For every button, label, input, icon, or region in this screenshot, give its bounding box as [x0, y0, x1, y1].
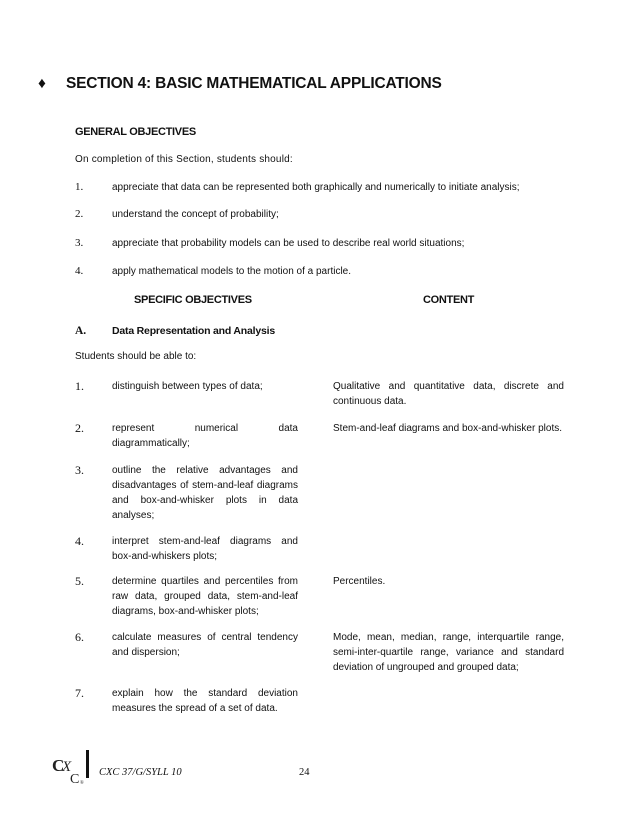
objective-text: distinguish between types of data; [112, 381, 263, 392]
footer-syllabus-code: CXC 37/G/SYLL 10 [99, 767, 182, 778]
objective-text: interpret stem-and-leaf diagrams and box-and-whiskers plots; [112, 536, 298, 562]
objective-text: calculate measures of central tendency and dispersion; [112, 632, 298, 658]
general-item-number: 2. [75, 208, 84, 220]
objective-content: Qualitative and quantitative data, discrete and continuous data. [333, 381, 564, 407]
objective-number: 4. [75, 534, 84, 548]
general-objectives-intro: On completion of this Section, students should: [75, 154, 293, 165]
objective-content: Percentiles. [333, 576, 386, 587]
objective-text: determine quartiles and percentiles from raw data, grouped data, stem-and-leaf diagrams, box-and-whisker plots; [112, 576, 298, 617]
section-title-text: SECTION 4: BASIC MATHEMATICAL APPLICATIONS [66, 75, 442, 92]
part-a-letter: A. [75, 325, 87, 337]
diamond-bullet-icon: ♦ [38, 75, 46, 92]
objective-number: 5. [75, 574, 84, 588]
objective-text: explain how the standard deviation measures the spread of a set of data. [112, 688, 298, 714]
objective-content: Mode, mean, median, range, interquartile range, semi-inter-quartile range, variance and standard deviation of ungrouped and grouped data; [333, 632, 564, 673]
objective-number: 3. [75, 463, 84, 477]
general-objectives-heading: GENERAL OBJECTIVES [75, 126, 196, 138]
section-title [38, 75, 442, 93]
specific-objectives-header: SPECIFIC OBJECTIVES [134, 294, 252, 306]
objective-text: represent numerical data diagrammatically; [112, 423, 298, 449]
general-item-number: 3. [75, 237, 84, 249]
general-item-text: appreciate that data can be represented both graphically and numerically to initiate analysis; [112, 182, 520, 193]
svg-text:®: ® [80, 781, 84, 786]
objective-content: Stem-and-leaf diagrams and box-and-whisker plots. [333, 423, 562, 434]
content-header: CONTENT [423, 294, 475, 306]
page-number: 24 [299, 767, 310, 778]
general-item-text: appreciate that probability models can be used to describe real world situations; [112, 238, 465, 249]
objective-number: 1. [75, 379, 84, 393]
svg-text:C: C [70, 772, 80, 786]
cxc-logo-icon [50, 752, 86, 786]
objective-text: outline the relative advantages and disadvantages of stem-and-leaf diagrams and box-and-whisker plots in data analyses; [112, 465, 298, 521]
svg-text:X: X [62, 759, 72, 775]
objective-number: 2. [75, 421, 84, 435]
objective-number: 7. [75, 686, 84, 700]
general-item-number: 1. [75, 181, 84, 193]
students-intro: Students should be able to: [75, 351, 197, 362]
objective-number: 6. [75, 630, 84, 644]
footer-divider [86, 750, 89, 778]
general-item-text: understand the concept of probability; [112, 209, 279, 220]
general-item-number: 4. [75, 265, 84, 277]
general-item-text: apply mathematical models to the motion of a particle. [112, 266, 352, 277]
svg-text:C: C [52, 756, 65, 775]
part-a-title: Data Representation and Analysis [112, 325, 276, 337]
